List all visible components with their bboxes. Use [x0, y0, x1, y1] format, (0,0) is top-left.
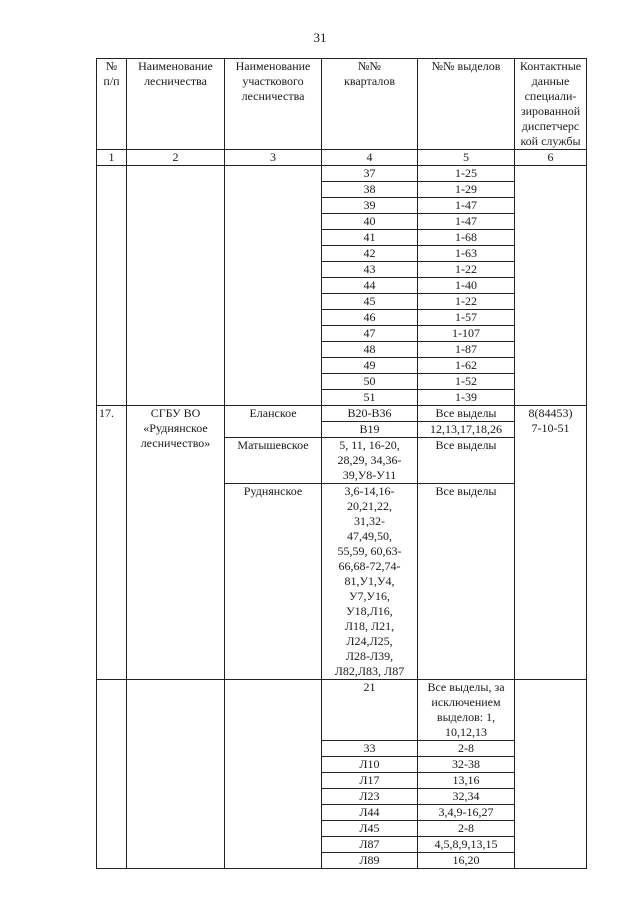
table-row: [97, 406, 587, 422]
plots-cell: Все выделы, за исключением выделов: 1, 10,12,13: [418, 680, 515, 741]
quarter-cell: 42: [322, 246, 418, 262]
column-number-4: 4: [322, 150, 418, 166]
quarter-cell: 3,6-14,16- 20,21,22, 31,32- 47,49,50, 55,59, 60,63- 66,68-72,74- 81,У1,У4, У7,У16, У18,Л16, Л18, Л21, Л24,Л25, Л28-Л39, Л82,Л83, Л87: [322, 484, 418, 680]
quarter-cell: 21: [322, 680, 418, 741]
column-numbers-row: [97, 150, 587, 166]
header-cell-1: № п/п: [97, 59, 127, 150]
column-number-6: 6: [515, 150, 587, 166]
plots-cell: 1-47: [418, 198, 515, 214]
table-body: [97, 166, 587, 869]
contact-cell: 8(84453) 7-10-51: [515, 406, 587, 680]
header-cell-3: Наименование участкового лесничества: [225, 59, 322, 150]
quarter-cell: 51: [322, 390, 418, 406]
district-name-cell: Руднянское: [225, 484, 322, 680]
plots-cell: 13,16: [418, 773, 515, 789]
header-cell-4: №№ кварталов: [322, 59, 418, 150]
header-row: [97, 59, 587, 150]
table-row: [97, 680, 587, 741]
quarter-cell: 48: [322, 342, 418, 358]
quarter-cell: 39: [322, 198, 418, 214]
cont-sub-cell: [225, 166, 322, 406]
plots-cell: 1-39: [418, 390, 515, 406]
plots-cell: 1-29: [418, 182, 515, 198]
quarter-cell: 47: [322, 326, 418, 342]
plots-cell: 1-52: [418, 374, 515, 390]
plots-cell: 2-8: [418, 821, 515, 837]
forestry-table: [96, 58, 587, 869]
district-name-cell: Еланское: [225, 406, 322, 438]
quarter-cell: В19: [322, 422, 418, 438]
column-number-1: 1: [97, 150, 127, 166]
quarter-cell: 49: [322, 358, 418, 374]
quarter-cell: 38: [322, 182, 418, 198]
page-number: 31: [313, 30, 327, 45]
plots-cell: 1-107: [418, 326, 515, 342]
quarter-cell: 50: [322, 374, 418, 390]
plots-cell: Все выделы: [418, 406, 515, 422]
district-name-cell: Матышевское: [225, 438, 322, 484]
column-number-5: 5: [418, 150, 515, 166]
quarter-cell: Л89: [322, 853, 418, 869]
cont-name-cell: [127, 166, 225, 406]
plots-cell: 1-25: [418, 166, 515, 182]
quarter-cell: 44: [322, 278, 418, 294]
header-cell-6: Контактные данные специали- зированной диспетчерс кой службы: [515, 59, 587, 150]
quarter-cell: 41: [322, 230, 418, 246]
tail-contact-cell: [515, 680, 587, 869]
quarter-cell: Л23: [322, 789, 418, 805]
tail-sub-cell: [225, 680, 322, 869]
plots-cell: 1-40: [418, 278, 515, 294]
quarter-cell: 45: [322, 294, 418, 310]
plots-cell: 32-38: [418, 757, 515, 773]
quarter-cell: 40: [322, 214, 418, 230]
quarter-cell: 37: [322, 166, 418, 182]
quarter-cell: 46: [322, 310, 418, 326]
quarter-cell: 43: [322, 262, 418, 278]
table-row: [97, 166, 587, 182]
quarter-cell: Л17: [322, 773, 418, 789]
plots-cell: 3,4,9-16,27: [418, 805, 515, 821]
plots-cell: 12,13,17,18,26: [418, 422, 515, 438]
plots-cell: 1-63: [418, 246, 515, 262]
column-number-2: 2: [127, 150, 225, 166]
plots-cell: 32,34: [418, 789, 515, 805]
plots-cell: 1-87: [418, 342, 515, 358]
quarter-cell: Л44: [322, 805, 418, 821]
plots-cell: 1-68: [418, 230, 515, 246]
plots-cell: 2-8: [418, 741, 515, 757]
plots-cell: 1-22: [418, 294, 515, 310]
quarter-cell: Л87: [322, 837, 418, 853]
plots-cell: 1-62: [418, 358, 515, 374]
quarter-cell: 33: [322, 741, 418, 757]
tail-name-cell: [127, 680, 225, 869]
plots-cell: 1-47: [418, 214, 515, 230]
cont-contact-cell: [515, 166, 587, 406]
forestry-name-cell: СГБУ ВО «Руднянское лесничество»: [127, 406, 225, 680]
header-cell-5: №№ выделов: [418, 59, 515, 150]
plots-cell: Все выделы: [418, 438, 515, 484]
plots-cell: Все выделы: [418, 484, 515, 680]
tail-num-cell: [97, 680, 127, 869]
quarter-cell: Л10: [322, 757, 418, 773]
entry-number-cell: 17.: [97, 406, 127, 680]
plots-cell: 1-57: [418, 310, 515, 326]
header-cell-2: Наименование лесничества: [127, 59, 225, 150]
plots-cell: 4,5,8,9,13,15: [418, 837, 515, 853]
plots-cell: 16,20: [418, 853, 515, 869]
quarter-cell: В20-В36: [322, 406, 418, 422]
plots-cell: 1-22: [418, 262, 515, 278]
quarter-cell: Л45: [322, 821, 418, 837]
quarter-cell: 5, 11, 16-20, 28,29, 34,36- 39,У8-У11: [322, 438, 418, 484]
cont-num-cell: [97, 166, 127, 406]
column-number-3: 3: [225, 150, 322, 166]
